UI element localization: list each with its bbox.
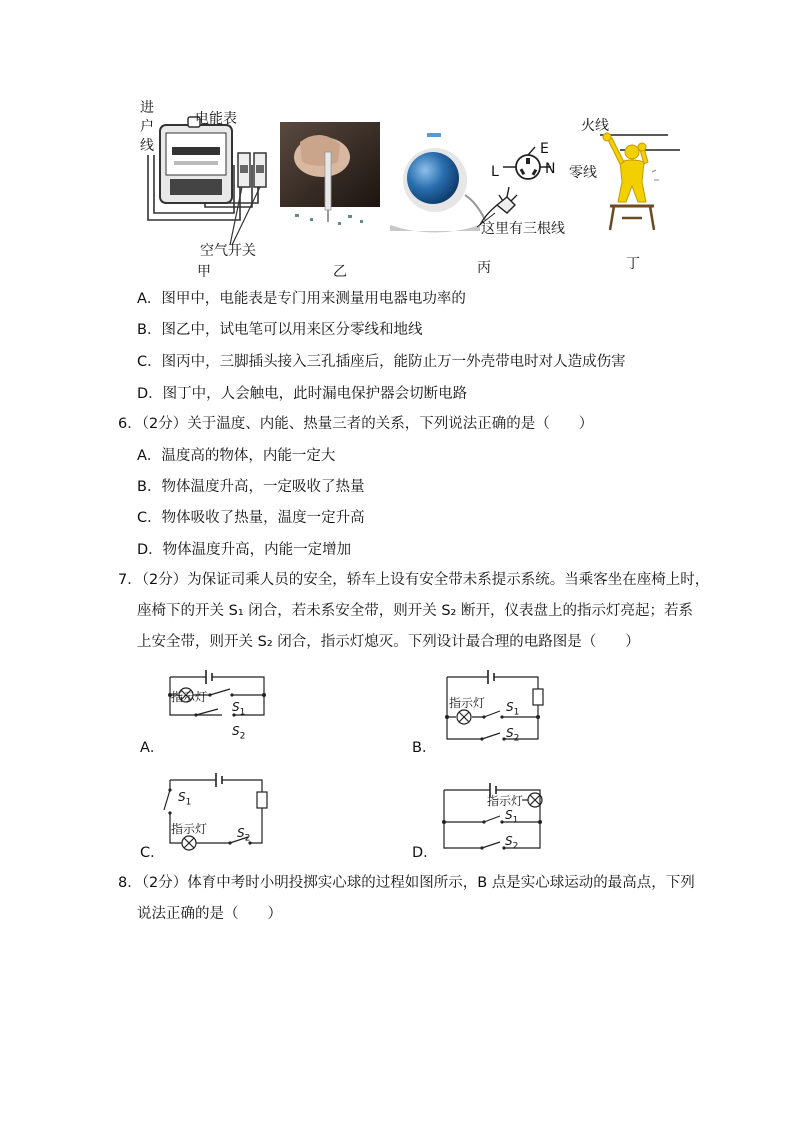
caption-ding: 丁: [626, 256, 640, 272]
socket-earth-hole: [526, 158, 530, 164]
option-a-label: A．: [140, 740, 165, 756]
circuit-c-lamp-x: [184, 838, 194, 848]
q5-option-b: B．图乙中，试电笔可以用来区分零线和地线: [137, 322, 423, 338]
label-L: L: [491, 164, 499, 180]
circuit-c-battery: [216, 773, 222, 787]
meter-scale: [174, 161, 218, 165]
circuit-d-lamp-x: [530, 795, 540, 805]
circuit-c: [160, 768, 275, 858]
figure-yi: [280, 122, 380, 232]
option-c-label: C．: [140, 845, 165, 861]
shock-lines: [652, 170, 659, 180]
circuit-c-switch-s1: [164, 790, 170, 810]
caption-jia: 甲: [197, 264, 211, 280]
label-air-switch: 空气开关: [200, 243, 256, 259]
caption-yi: 乙: [333, 264, 347, 280]
appliance-base: [390, 225, 480, 233]
circuit-d-switch-s2: [482, 842, 500, 848]
circuit-b-battery: [488, 670, 494, 684]
appliance-top: [427, 133, 441, 137]
switch-lever-2: [256, 165, 264, 173]
label-inlet: 进 户 线: [140, 100, 154, 154]
caption-bing: 丙: [477, 260, 491, 276]
circuit-d-lamp-label: 指示灯: [487, 794, 524, 808]
label-neutral-wire: 零线: [569, 165, 597, 181]
circuit-a-lamp-label: 指示灯: [171, 690, 208, 704]
q6-option-b: B．物体温度升高，一定吸收了热量: [137, 479, 365, 495]
circuit-b-s2-label: $S_2$: [506, 726, 520, 744]
circuit-b-switch-s1: [484, 711, 500, 717]
circuit-b-lamp-label: 指示灯: [449, 696, 486, 710]
circuit-b-switch-s2: [482, 733, 500, 739]
circuit-a-switch-s2: [196, 709, 218, 715]
appliance-cord: [465, 195, 485, 220]
meter-display: [172, 147, 220, 155]
option-b-label: B．: [412, 740, 437, 756]
circuit-a-s2-label: $S_2$: [232, 724, 246, 742]
circuit-b-lamp-x: [459, 712, 469, 722]
stool: [610, 206, 654, 230]
q7-stem-line-2: 座椅下的开关 S₁ 闭合，若未系安全带，则开关 S₂ 断开，仪表盘上的指示灯亮起；若系: [137, 603, 693, 619]
person-figure: [603, 133, 648, 202]
circuit-b-s1-label: $S_1$: [506, 700, 520, 718]
pen-tip: [327, 210, 329, 222]
hand-fingers: [300, 135, 340, 166]
q5-option-d: D．图丁中，人会触电，此时漏电保护器会切断电路: [137, 386, 468, 402]
appliance-globe: [407, 152, 459, 204]
q6-stem: 6．（2分）关于温度、内能、热量三者的关系，下列说法正确的是（ ）: [118, 416, 594, 432]
q8-stem-line-2: 说法正确的是（ ）: [137, 906, 282, 922]
circuit-c-s1-label: $S_1$: [178, 790, 192, 808]
circuit-c-lamp-label: 指示灯: [171, 822, 208, 836]
test-pen: [325, 152, 331, 210]
q6-option-a: A．温度高的物体，内能一定大: [137, 448, 336, 464]
label-three-wires: 这里有三根线: [481, 221, 565, 237]
q8-stem-line-1: 8．（2分）体育中考时小明投掷实心球的过程如图所示，B 点是实心球运动的最高点，下列: [118, 875, 695, 891]
option-d-label: D．: [412, 845, 438, 861]
photo-bottom: [280, 207, 380, 232]
label-E: E: [540, 141, 549, 157]
circuit-d-s1-label: $S_1$: [505, 808, 519, 826]
circuit-c-resistor: [257, 792, 267, 808]
circuit-c-s2-label: $S_2$: [237, 826, 251, 844]
q7-stem-line-1: 7．（2分）为保证司乘人员的安全，轿车上设有安全带未系提示系统。当乘客坐在座椅上时，: [118, 572, 710, 588]
figure-row: [0, 95, 794, 285]
circuit-b-resistor: [533, 689, 543, 705]
meter-terminal: [170, 179, 222, 195]
q5-option-a: A．图甲中，电能表是专门用来测量用电器电功率的: [137, 291, 466, 307]
switch-lever-1: [240, 165, 248, 173]
q5-option-c: C．图丙中，三脚插头接入三孔插座后，能防止万一外壳带电时对人造成伤害: [137, 354, 626, 370]
circuit-d: [442, 770, 557, 855]
label-N: N: [545, 161, 556, 177]
circuit-a-s1-label: $S_1$: [232, 700, 246, 718]
circuit-d-s2-label: $S_2$: [505, 834, 519, 852]
q7-stem-line-3: 上安全带，则开关 S₂ 闭合，指示灯熄灭。下列设计最合理的电路图是（ ）: [137, 634, 640, 650]
circuit-a-battery: [206, 670, 212, 684]
circuit-a-switch-s1: [210, 689, 230, 695]
label-live-wire: 火线: [581, 118, 609, 134]
label-meter: 电能表: [195, 111, 237, 127]
q6-option-c: C．物体吸收了热量，温度一定升高: [137, 510, 365, 526]
circuit-d-switch-s1: [484, 816, 500, 822]
q6-option-d: D．物体温度升高，内能一定增加: [137, 542, 352, 558]
